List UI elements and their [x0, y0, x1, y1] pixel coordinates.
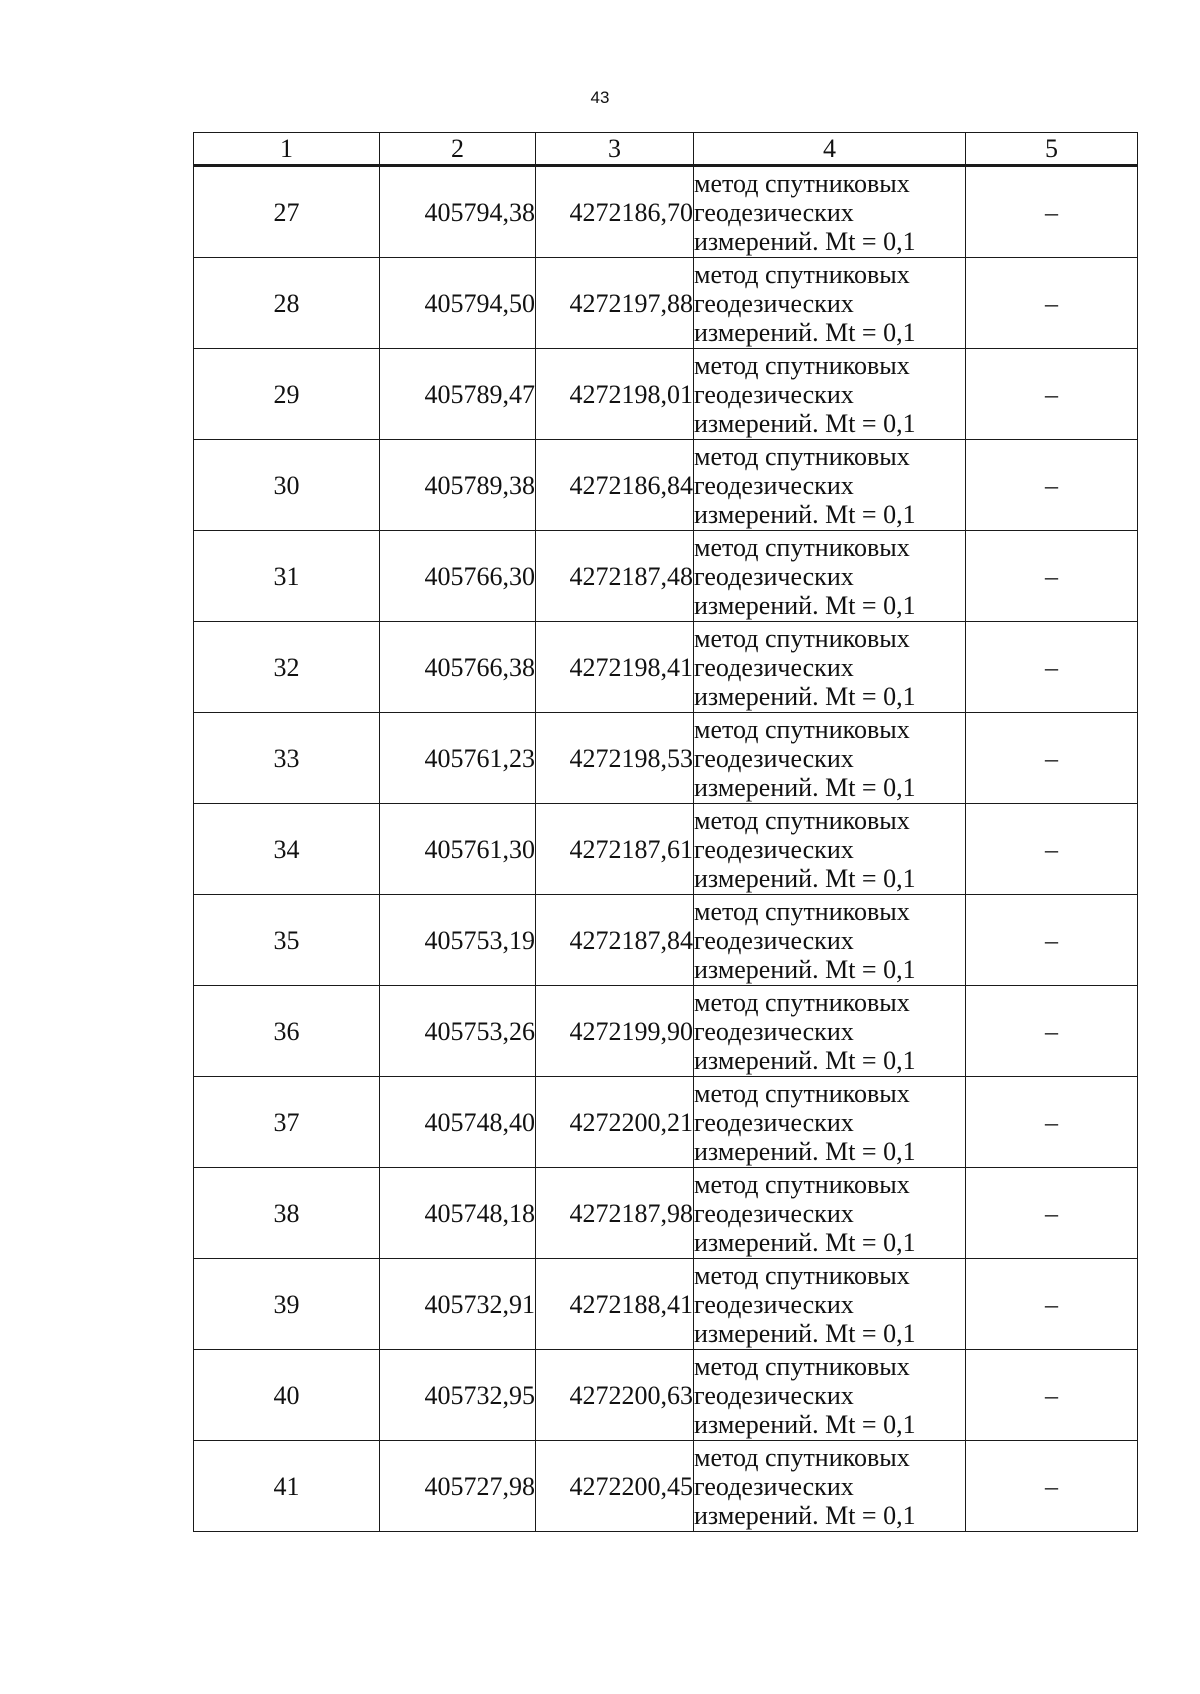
method-line: метод спутниковых — [694, 1169, 910, 1199]
method-line: измерений. Mt = 0,1 — [694, 317, 916, 347]
point-number-cell: 34 — [194, 804, 380, 895]
point-number-cell: 27 — [194, 166, 380, 258]
method-cell — [694, 349, 966, 440]
table-body — [194, 166, 1138, 1532]
method-line: геодезических — [694, 652, 854, 682]
method-cell — [694, 258, 966, 349]
header-row — [194, 133, 1138, 166]
method-line: метод спутниковых — [694, 623, 910, 653]
method-line: метод спутниковых — [694, 1442, 910, 1472]
method-cell — [694, 1077, 966, 1168]
method-line: метод спутниковых — [694, 805, 910, 835]
method-line: измерений. Mt = 0,1 — [694, 499, 916, 529]
note-cell: – — [966, 1441, 1138, 1532]
point-number-cell: 35 — [194, 895, 380, 986]
point-number-cell: 33 — [194, 713, 380, 804]
point-number-cell: 31 — [194, 531, 380, 622]
table-row — [194, 1259, 1138, 1350]
method-cell — [694, 622, 966, 713]
y-coordinate-cell: 4272200,45 — [536, 1441, 694, 1532]
method-line: геодезических — [694, 1471, 854, 1501]
x-coordinate-cell: 405766,38 — [380, 622, 536, 713]
method-line: метод спутниковых — [694, 441, 910, 471]
point-number-cell: 30 — [194, 440, 380, 531]
point-number-cell: 39 — [194, 1259, 380, 1350]
method-line: метод спутниковых — [694, 532, 910, 562]
method-line: метод спутниковых — [694, 896, 910, 926]
method-line: измерений. Mt = 0,1 — [694, 863, 916, 893]
y-coordinate-cell: 4272187,98 — [536, 1168, 694, 1259]
table-header — [194, 133, 1138, 166]
note-cell: – — [966, 166, 1138, 258]
method-line: измерений. Mt = 0,1 — [694, 1136, 916, 1166]
column-header-2: 2 — [380, 133, 536, 166]
y-coordinate-cell: 4272198,01 — [536, 349, 694, 440]
table-row — [194, 258, 1138, 349]
x-coordinate-cell: 405761,23 — [380, 713, 536, 804]
note-cell: – — [966, 986, 1138, 1077]
table-row — [194, 986, 1138, 1077]
point-number-cell: 41 — [194, 1441, 380, 1532]
method-line: измерений. Mt = 0,1 — [694, 1227, 916, 1257]
method-cell — [694, 804, 966, 895]
method-line: геодезических — [694, 288, 854, 318]
point-number-cell: 29 — [194, 349, 380, 440]
table-row — [194, 440, 1138, 531]
x-coordinate-cell: 405753,26 — [380, 986, 536, 1077]
method-line: геодезических — [694, 743, 854, 773]
point-number-cell: 37 — [194, 1077, 380, 1168]
x-coordinate-cell: 405794,50 — [380, 258, 536, 349]
y-coordinate-cell: 4272198,41 — [536, 622, 694, 713]
method-line: метод спутниковых — [694, 259, 910, 289]
method-line: измерений. Mt = 0,1 — [694, 681, 916, 711]
method-line: измерений. Mt = 0,1 — [694, 1045, 916, 1075]
note-cell: – — [966, 1350, 1138, 1441]
method-cell — [694, 895, 966, 986]
method-line: метод спутниковых — [694, 1351, 910, 1381]
y-coordinate-cell: 4272186,70 — [536, 166, 694, 258]
table-row — [194, 804, 1138, 895]
x-coordinate-cell: 405766,30 — [380, 531, 536, 622]
method-line: измерений. Mt = 0,1 — [694, 1409, 916, 1439]
method-cell — [694, 986, 966, 1077]
y-coordinate-cell: 4272200,63 — [536, 1350, 694, 1441]
y-coordinate-cell: 4272187,84 — [536, 895, 694, 986]
point-number-cell: 40 — [194, 1350, 380, 1441]
x-coordinate-cell: 405761,30 — [380, 804, 536, 895]
method-line: геодезических — [694, 834, 854, 864]
table-row — [194, 1077, 1138, 1168]
y-coordinate-cell: 4272200,21 — [536, 1077, 694, 1168]
method-line: метод спутниковых — [694, 1260, 910, 1290]
method-line: измерений. Mt = 0,1 — [694, 590, 916, 620]
x-coordinate-cell: 405727,98 — [380, 1441, 536, 1532]
point-number-cell: 32 — [194, 622, 380, 713]
method-line: геодезических — [694, 1380, 854, 1410]
x-coordinate-cell: 405732,91 — [380, 1259, 536, 1350]
note-cell: – — [966, 713, 1138, 804]
note-cell: – — [966, 440, 1138, 531]
x-coordinate-cell: 405753,19 — [380, 895, 536, 986]
note-cell: – — [966, 531, 1138, 622]
method-line: геодезических — [694, 1198, 854, 1228]
table-row — [194, 1441, 1138, 1532]
table-row — [194, 1350, 1138, 1441]
x-coordinate-cell: 405794,38 — [380, 166, 536, 258]
point-number-cell: 36 — [194, 986, 380, 1077]
y-coordinate-cell: 4272199,90 — [536, 986, 694, 1077]
method-line: метод спутниковых — [694, 168, 910, 198]
note-cell: – — [966, 1259, 1138, 1350]
table-row — [194, 1168, 1138, 1259]
y-coordinate-cell: 4272197,88 — [536, 258, 694, 349]
y-coordinate-cell: 4272188,41 — [536, 1259, 694, 1350]
y-coordinate-cell: 4272198,53 — [536, 713, 694, 804]
note-cell: – — [966, 804, 1138, 895]
y-coordinate-cell: 4272186,84 — [536, 440, 694, 531]
method-line: измерений. Mt = 0,1 — [694, 408, 916, 438]
table-row — [194, 713, 1138, 804]
method-cell — [694, 713, 966, 804]
method-line: геодезических — [694, 1289, 854, 1319]
method-line: метод спутниковых — [694, 714, 910, 744]
x-coordinate-cell: 405789,47 — [380, 349, 536, 440]
note-cell: – — [966, 1168, 1138, 1259]
column-header-1: 1 — [194, 133, 380, 166]
method-line: метод спутниковых — [694, 987, 910, 1017]
table-row — [194, 166, 1138, 258]
column-header-5: 5 — [966, 133, 1138, 166]
note-cell: – — [966, 895, 1138, 986]
method-line: измерений. Mt = 0,1 — [694, 226, 916, 256]
page-number: 43 — [590, 88, 610, 107]
point-number-cell: 38 — [194, 1168, 380, 1259]
method-line: геодезических — [694, 197, 854, 227]
table-row — [194, 531, 1138, 622]
method-cell — [694, 440, 966, 531]
x-coordinate-cell: 405748,18 — [380, 1168, 536, 1259]
coordinates-table — [193, 132, 1138, 1532]
method-line: метод спутниковых — [694, 350, 910, 380]
method-line: геодезических — [694, 925, 854, 955]
method-cell — [694, 1259, 966, 1350]
method-cell — [694, 1441, 966, 1532]
method-line: измерений. Mt = 0,1 — [694, 954, 916, 984]
x-coordinate-cell: 405789,38 — [380, 440, 536, 531]
table-row — [194, 622, 1138, 713]
method-line: геодезических — [694, 1016, 854, 1046]
note-cell: – — [966, 349, 1138, 440]
point-number-cell: 28 — [194, 258, 380, 349]
method-cell — [694, 531, 966, 622]
method-line: геодезических — [694, 379, 854, 409]
column-header-4: 4 — [694, 133, 966, 166]
method-line: измерений. Mt = 0,1 — [694, 772, 916, 802]
table-row — [194, 349, 1138, 440]
y-coordinate-cell: 4272187,61 — [536, 804, 694, 895]
note-cell: – — [966, 622, 1138, 713]
table-row — [194, 895, 1138, 986]
y-coordinate-cell: 4272187,48 — [536, 531, 694, 622]
method-line: геодезических — [694, 470, 854, 500]
method-cell — [694, 1350, 966, 1441]
x-coordinate-cell: 405748,40 — [380, 1077, 536, 1168]
method-line: измерений. Mt = 0,1 — [694, 1500, 916, 1530]
method-cell — [694, 1168, 966, 1259]
method-line: геодезических — [694, 1107, 854, 1137]
method-line: измерений. Mt = 0,1 — [694, 1318, 916, 1348]
note-cell: – — [966, 1077, 1138, 1168]
method-line: геодезических — [694, 561, 854, 591]
method-line: метод спутниковых — [694, 1078, 910, 1108]
column-header-3: 3 — [536, 133, 694, 166]
note-cell: – — [966, 258, 1138, 349]
method-cell — [694, 166, 966, 258]
x-coordinate-cell: 405732,95 — [380, 1350, 536, 1441]
